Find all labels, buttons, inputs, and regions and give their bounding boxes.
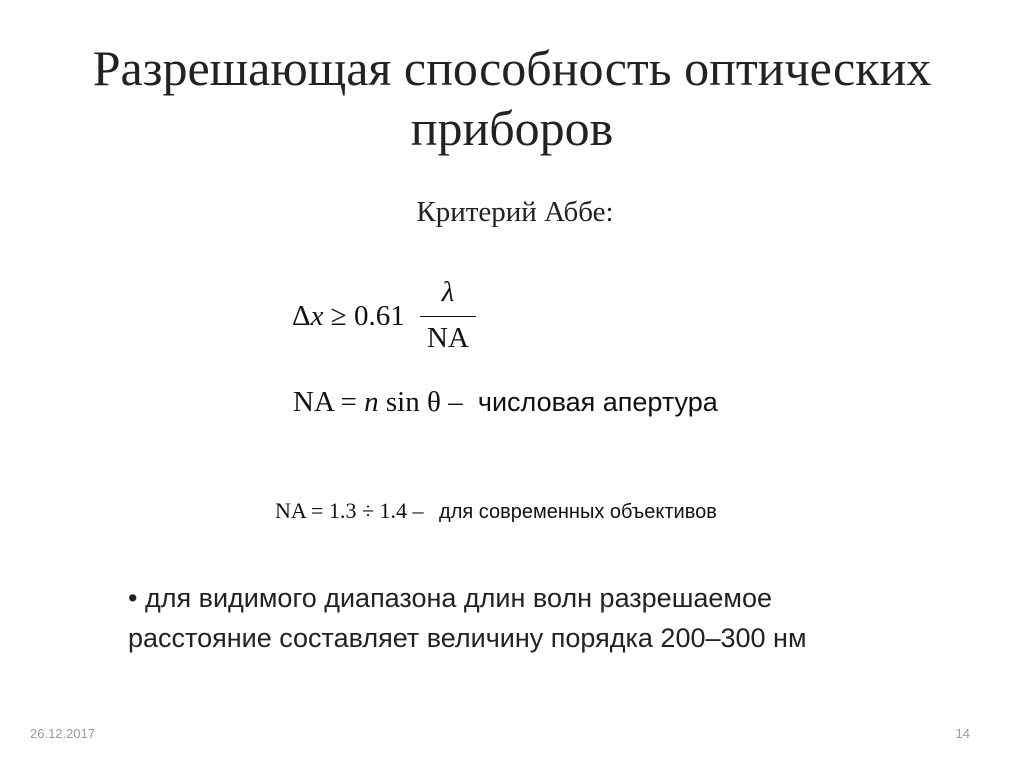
abbe-formula-inequality: ≥ 0.61 bbox=[323, 300, 405, 332]
na-description: числовая апертура bbox=[477, 387, 718, 417]
bullet-point bbox=[128, 578, 948, 658]
na-range-description: для современных объективов bbox=[439, 501, 717, 523]
x-variable: x bbox=[310, 300, 324, 332]
fraction-denominator: NA bbox=[427, 322, 469, 354]
delta-symbol: Δ bbox=[292, 300, 311, 332]
bullet-text-line-1: для видимого диапазона длин волн разрешаемое bbox=[144, 583, 772, 613]
slide-title-line-1: Разрешающая способность оптических bbox=[92, 40, 932, 96]
na-range-expression: NA = 1.3 ÷ 1.4 – bbox=[275, 498, 424, 523]
slide-subtitle: Критерий Аббе: bbox=[416, 196, 614, 228]
bullet-text-line-2: расстояние составляет величину порядка 200–300 нм bbox=[128, 623, 807, 653]
fraction-bar bbox=[420, 316, 476, 317]
na-formula-rhs: sin θ – bbox=[378, 386, 463, 418]
page-number: 14 bbox=[955, 726, 970, 741]
slide-title-line-2: приборов bbox=[410, 100, 614, 156]
fraction-numerator: λ bbox=[441, 276, 455, 308]
numerical-aperture-formula bbox=[293, 386, 718, 419]
na-formula-lhs: NA = bbox=[293, 386, 365, 418]
modern-objectives-formula bbox=[275, 498, 717, 524]
n-variable: n bbox=[364, 386, 379, 418]
bullet-marker: • bbox=[128, 583, 138, 613]
abbe-formula-lhs bbox=[292, 300, 405, 333]
bullet-line-1 bbox=[128, 578, 948, 618]
slide-title bbox=[0, 38, 1024, 158]
footer-date: 26.12.2017 bbox=[30, 726, 96, 741]
